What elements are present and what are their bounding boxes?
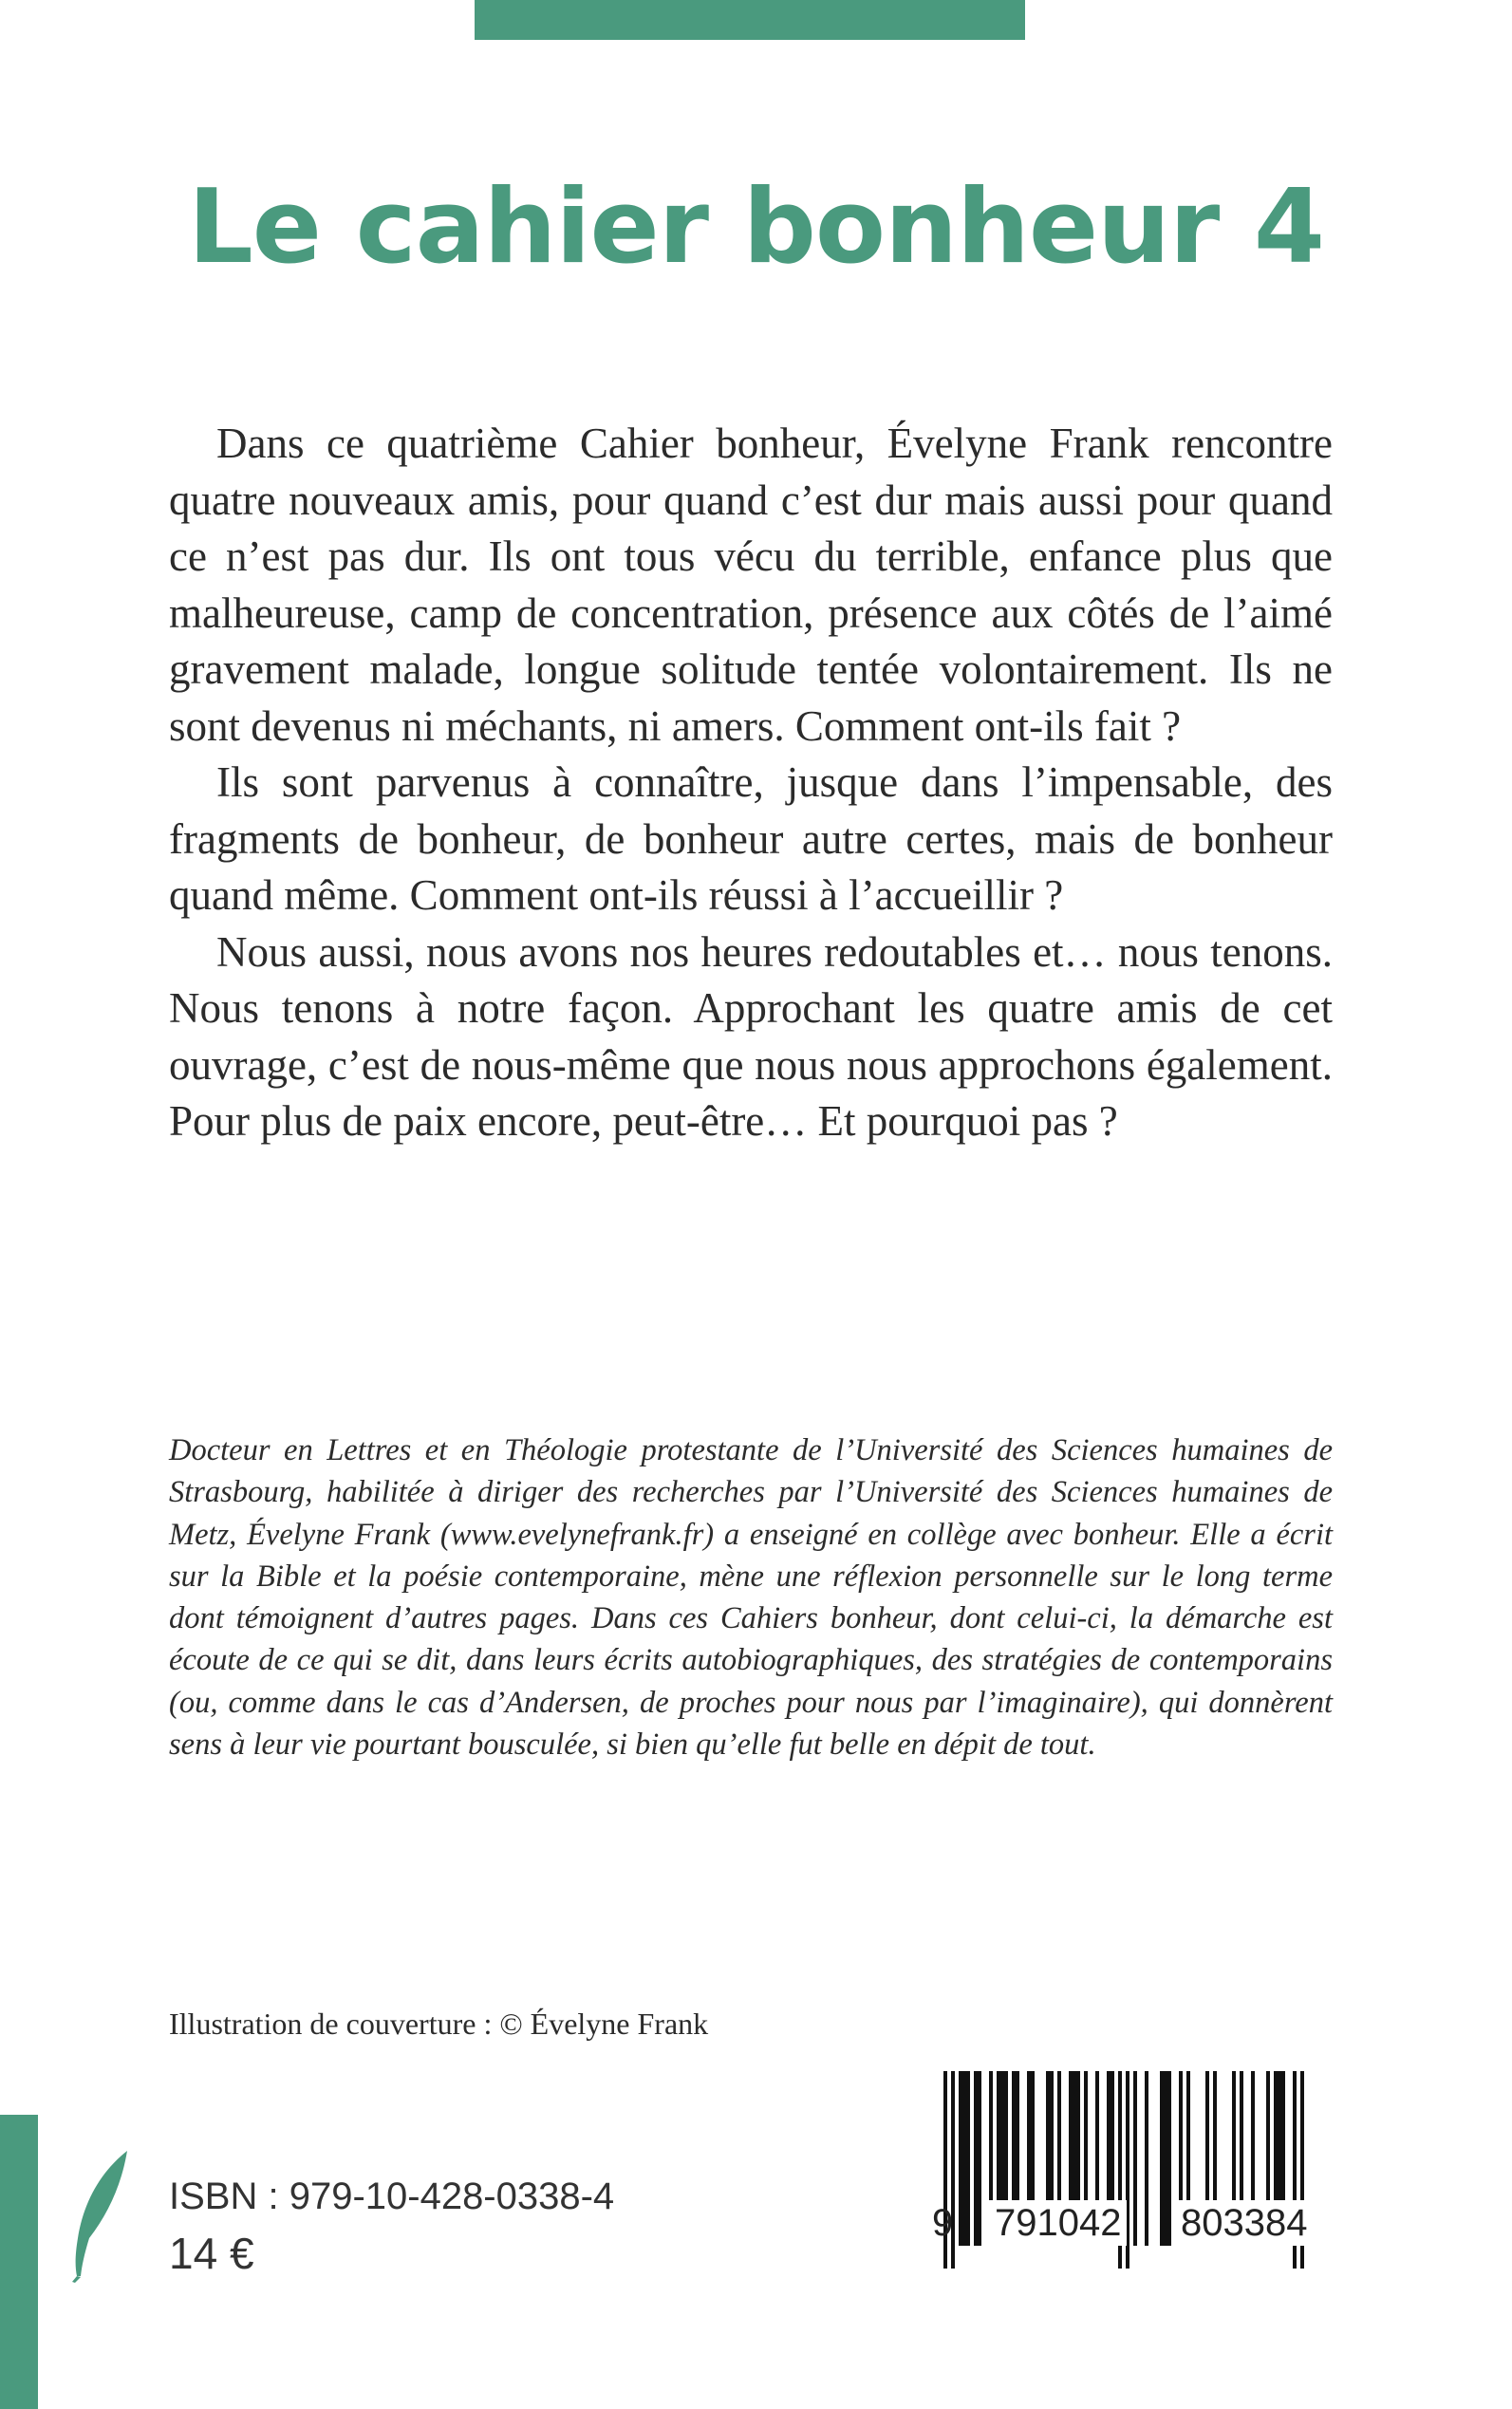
- barcode-bar: [1164, 2071, 1167, 2246]
- cover-illustration-credit: Illustration de couverture : © Évelyne Frank: [169, 2007, 709, 2041]
- barcode-bar: [966, 2071, 970, 2246]
- barcode-lead-digit: 9: [932, 2202, 954, 2244]
- barcode-bar: [978, 2071, 981, 2246]
- side-accent-bar: [0, 2115, 38, 2409]
- barcode-bar: [1160, 2071, 1164, 2246]
- barcode-digits-right: 803384: [1175, 2200, 1313, 2246]
- book-title: Le cahier bonheur 4: [187, 168, 1324, 287]
- top-accent-bar: [475, 0, 1025, 40]
- summary-paragraph-2: Ils sont parvenus à connaître, jusque dans l’impensable, des fragments de bonheur, de bonheur autre certes, mais de bonheur quand même. Comment ont-ils réussi à l’accueillir ?: [169, 758, 1333, 919]
- isbn: ISBN : 979-10-428-0338-4: [169, 2176, 615, 2217]
- back-cover-summary: [169, 416, 1333, 1150]
- barcode-icon: [930, 2071, 1338, 2282]
- barcode-bar: [962, 2071, 966, 2246]
- summary-paragraph-1: Dans ce quatrième Cahier bonheur, Évelyne Frank rencontre quatre nouveaux amis, pour quand c’est dur mais aussi pour quand ce n’est pas dur. Ils ont tous vécu du terrible, enfance plus que malheureuse, camp de concentration, présence aux côtés de l’aimé gravement malade, longue solitude tentée volontairement. Ils ne sont devenus ni méchants, ni amers. Comment ont-ils fait ?: [169, 420, 1333, 750]
- barcode-bar: [959, 2071, 962, 2246]
- author-biography: Docteur en Lettres et en Théologie protestante de l’Université des Sciences humaines de Strasbourg, habilitée à diriger des recherches par l’Université des Sciences humaines de Metz, Évelyne Frank (www.evelynefrank.fr) a enseigné en collège avec bonheur. Elle a écrit sur la Bible et la poésie contemporaine, mène une réflexion personnelle sur le long terme dont témoignent d’autres pages. Dans ces Cahiers bonheur, dont celui-ci, la démarche est écoute de ce qui se dit, dans leurs écrits autobiographiques, des stratégies de contemporains (ou, comme dans le cas d’Andersen, de proches pour nous par l’imaginaire), qui donnèrent sens à leur vie pourtant bousculée, si bien qu’elle fut belle en dépit de tout.: [169, 1433, 1333, 1763]
- feather-icon: [59, 2147, 144, 2285]
- barcode-bar: [974, 2071, 978, 2246]
- barcode-bar: [1133, 2071, 1137, 2246]
- price: 14 €: [169, 2229, 254, 2278]
- barcode-bar: [1145, 2071, 1148, 2246]
- barcode-bar: [1167, 2071, 1171, 2246]
- barcode-digits-left: 791042: [989, 2200, 1127, 2246]
- summary-paragraph-3: Nous aussi, nous avons nos heures redoutables et… nous tenons. Nous tenons à notre façon. Approchant les quatre amis de cet ouvrage, c’est de nous-même que nous nous approchons également. Pour plus de paix encore, peut-être… Et pourquoi pas ?: [169, 927, 1333, 1145]
